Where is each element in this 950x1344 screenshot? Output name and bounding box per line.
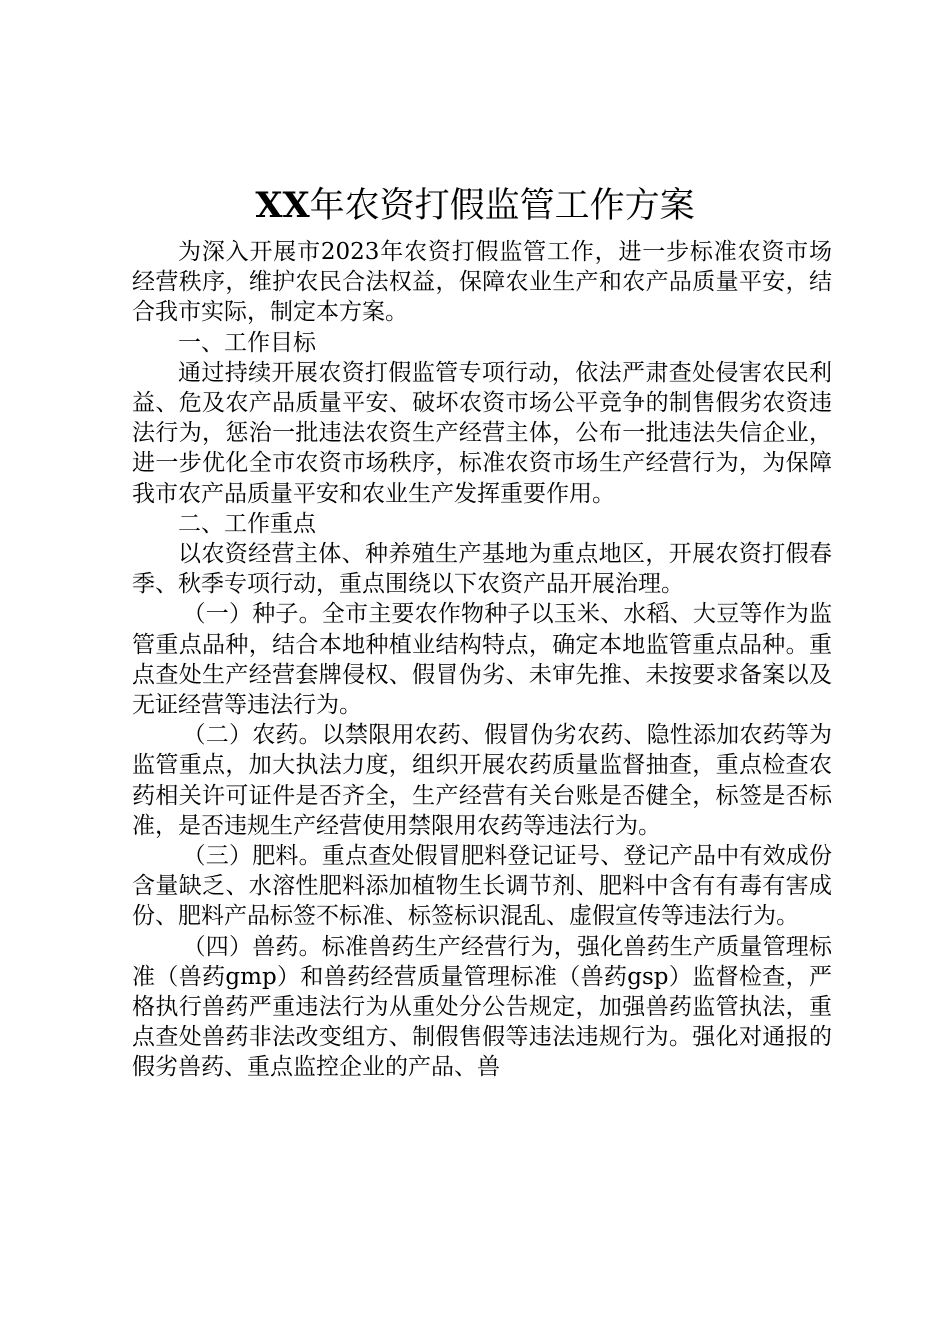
intro-paragraph: 为深入开展市2023年农资打假监管工作，进一步标准农资市场经营秩序，维护农民合法权益，保障农业生产和农产品质量平安，结合我市实际，制定本方案。 (132, 239, 832, 326)
focus-paragraph: 以农资经营主体、种养殖生产基地为重点地区，开展农资打假春季、秋季专项行动，重点围绕以下农资产品开展治理。 (132, 541, 832, 598)
item-seeds: （一）种子。全市主要农作物种子以玉米、水稻、大豆等作为监管重点品种，结合本地种植业结构特点，确定本地监管重点品种。重点查处生产经营套牌侵权、假冒伪劣、未审先推、未按要求备案以及无证经营等违法行为。 (132, 601, 832, 719)
title-text: 年农资打假监管工作方案 (309, 186, 695, 226)
title-prefix: XX (255, 185, 310, 226)
section-heading-goals: 一、工作目标 (178, 329, 316, 356)
item-veterinary-drugs: （四）兽药。标准兽药生产经营行为，强化兽药生产质量管理标准（兽药gmp）和兽药经营质量管理标准（兽药gsp）监督检查，严格执行兽药严重违法行为从重处分公告规定，加强兽药监管执法，重点查处兽药非法改变组方、制假售假等违法违规行为。强化对通报的假劣兽药、重点监控企业的产品、兽 (132, 933, 832, 1081)
item-fertilizers: （三）肥料。重点查处假冒肥料登记证号、登记产品中有效成份含量缺乏、水溶性肥料添加植物生长调节剂、肥料中含有有毒有害成份、肥料产品标签不标准、标签标识混乱、虚假宣传等违法行为。 (132, 843, 832, 930)
section-heading-focus: 二、工作重点 (178, 510, 316, 537)
document-title (0, 183, 950, 229)
goals-paragraph: 通过持续开展农资打假监管专项行动，依法严肃查处侵害农民利益、危及农产品质量平安、破坏农资市场公平竞争的制售假劣农资违法行为，惩治一批违法农资生产经营主体，公布一批违法失信企业，进一步优化全市农资市场秩序，标准农资市场生产经营行为，为保障我市农产品质量平安和农业生产发挥重要作用。 (132, 359, 832, 507)
document-body (132, 237, 832, 1083)
item-pesticides: （二）农药。以禁限用农药、假冒伪劣农药、隐性添加农药等为监管重点，加大执法力度，组织开展农药质量监督抽查，重点检查农药相关许可证件是否齐全，生产经营有关台账是否健全，标签是否标准，是否违规生产经营使用禁限用农药等违法行为。 (132, 722, 832, 839)
